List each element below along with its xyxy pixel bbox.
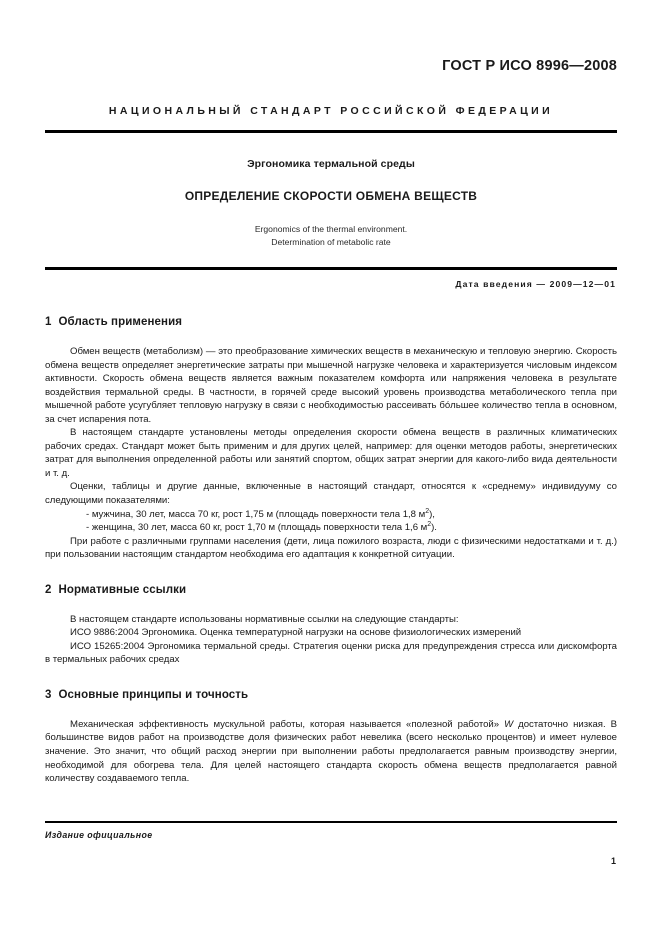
paragraph: Обмен веществ (метаболизм) — это преобразование химических веществ в механическую и тепловую энергию. Скорость обмена веществ определяет энергетические затраты при мышечной нагрузке человека и характеризуется числовым индексом активности. Скорость обмена веществ является важным показателем комфорта или напряжения человека в результате воздействия термальной среды. В частности, в горячей среде высокий уровень производства метаболического тепла при мышечной работе усугубляет тепловую нагрузку в связи с необходимостью рассеивать бо́льшее количество тепла в основном, за счет испарения пота. xyxy=(45,346,617,425)
document-body xyxy=(45,316,617,786)
english-title xyxy=(45,223,617,248)
section-title-2: Нормативные ссылки xyxy=(58,583,187,596)
section-title-1: Область применения xyxy=(58,316,183,328)
date-of-introduction: Дата введения — 2009—12—01 xyxy=(455,279,616,289)
section-number-2: 2 xyxy=(45,583,52,596)
section-title-3: Основные принципы и точность xyxy=(58,688,249,701)
national-standard-line: НАЦИОНАЛЬНЫЙ СТАНДАРТ РОССИЙСКОЙ ФЕДЕРАЦИИ xyxy=(108,105,554,117)
list-item: - мужчина, 30 лет, масса 70 кг, рост 1,75 м (площадь поверхности тела 1,8 $м^2$), xyxy=(86,507,435,520)
paragraph: При работе с различными группами населения (дети, лица пожилого возраста, люди с физическими недостатками и т. д.) при пользовании настоящим стандартом необходима его адаптация к конкретной ситуации. xyxy=(45,535,617,561)
paragraph: Оценки, таблицы и другие данные, включенные в настоящий стандарт, относятся к «среднему» индивидууму со следующими показателями: xyxy=(45,481,617,507)
section-heading-1 xyxy=(45,316,617,328)
reference-iso-9886: ИСО 9886:2004 Эргономика. Оценка температурной нагрузки на основе физиологических измерений xyxy=(70,627,522,639)
section-heading-3 xyxy=(45,689,617,701)
footer-divider xyxy=(45,821,617,823)
document-code: ГОСТ Р ИСО 8996—2008 xyxy=(442,58,617,74)
page-title: ОПРЕДЕЛЕНИЕ СКОРОСТИ ОБМЕНА ВЕЩЕСТВ xyxy=(184,189,478,203)
reference-iso-15265: ИСО 15265:2004 Эргономика термальной среды. Стратегия оценки риска для предупреждения стресса или дискомфорта в термальных рабочих средах xyxy=(45,640,617,666)
section-number-3: 3 xyxy=(45,688,52,701)
section-number-1: 1 xyxy=(45,316,52,328)
english-title-line-1: Ergonomics of the thermal environment. xyxy=(254,224,408,234)
paragraph: Механическая эффективность мускульной работы, которая называется «полезной работой» W достаточно низкая. В большинстве видов работ на производстве доля физических работ невелика (всего несколько процентов) и имеет нулевое значение. Это значит, что общий расход энергии при выполнении работы предполагается равным производству энергии, необходимой для обогрева тела. Для целей настоящего стандарта скорость обмена веществ предполагается равной количеству создаваемого тепла. xyxy=(45,718,617,785)
section-heading-2 xyxy=(45,584,617,596)
paragraph: В настоящем стандарте установлены методы определения скорости обмена веществ в различных климатических рабочих средах. Стандарт может быть применим и для других целей, например: для оценки методов работы, энергетических затрат для выполнения определенной работы или занятий спортом, общих затрат энергии для какого-либо вида деятельности и т. д. xyxy=(45,427,617,479)
document-subtitle: Эргономика термальной среды xyxy=(247,158,415,170)
header-divider-top xyxy=(45,130,617,133)
header-divider-bottom xyxy=(45,267,617,270)
english-title-line-2: Determination of metabolic rate xyxy=(271,236,391,247)
edition-note: Издание официальное xyxy=(45,830,153,840)
list-item: - женщина, 30 лет, масса 60 кг, рост 1,70 м (площадь поверхности тела 1,6 $м^2$). xyxy=(86,520,437,534)
paragraph: В настоящем стандарте использованы нормативные ссылки на следующие стандарты: xyxy=(70,613,459,625)
page-number: 1 xyxy=(610,856,616,866)
title-block xyxy=(45,158,617,248)
